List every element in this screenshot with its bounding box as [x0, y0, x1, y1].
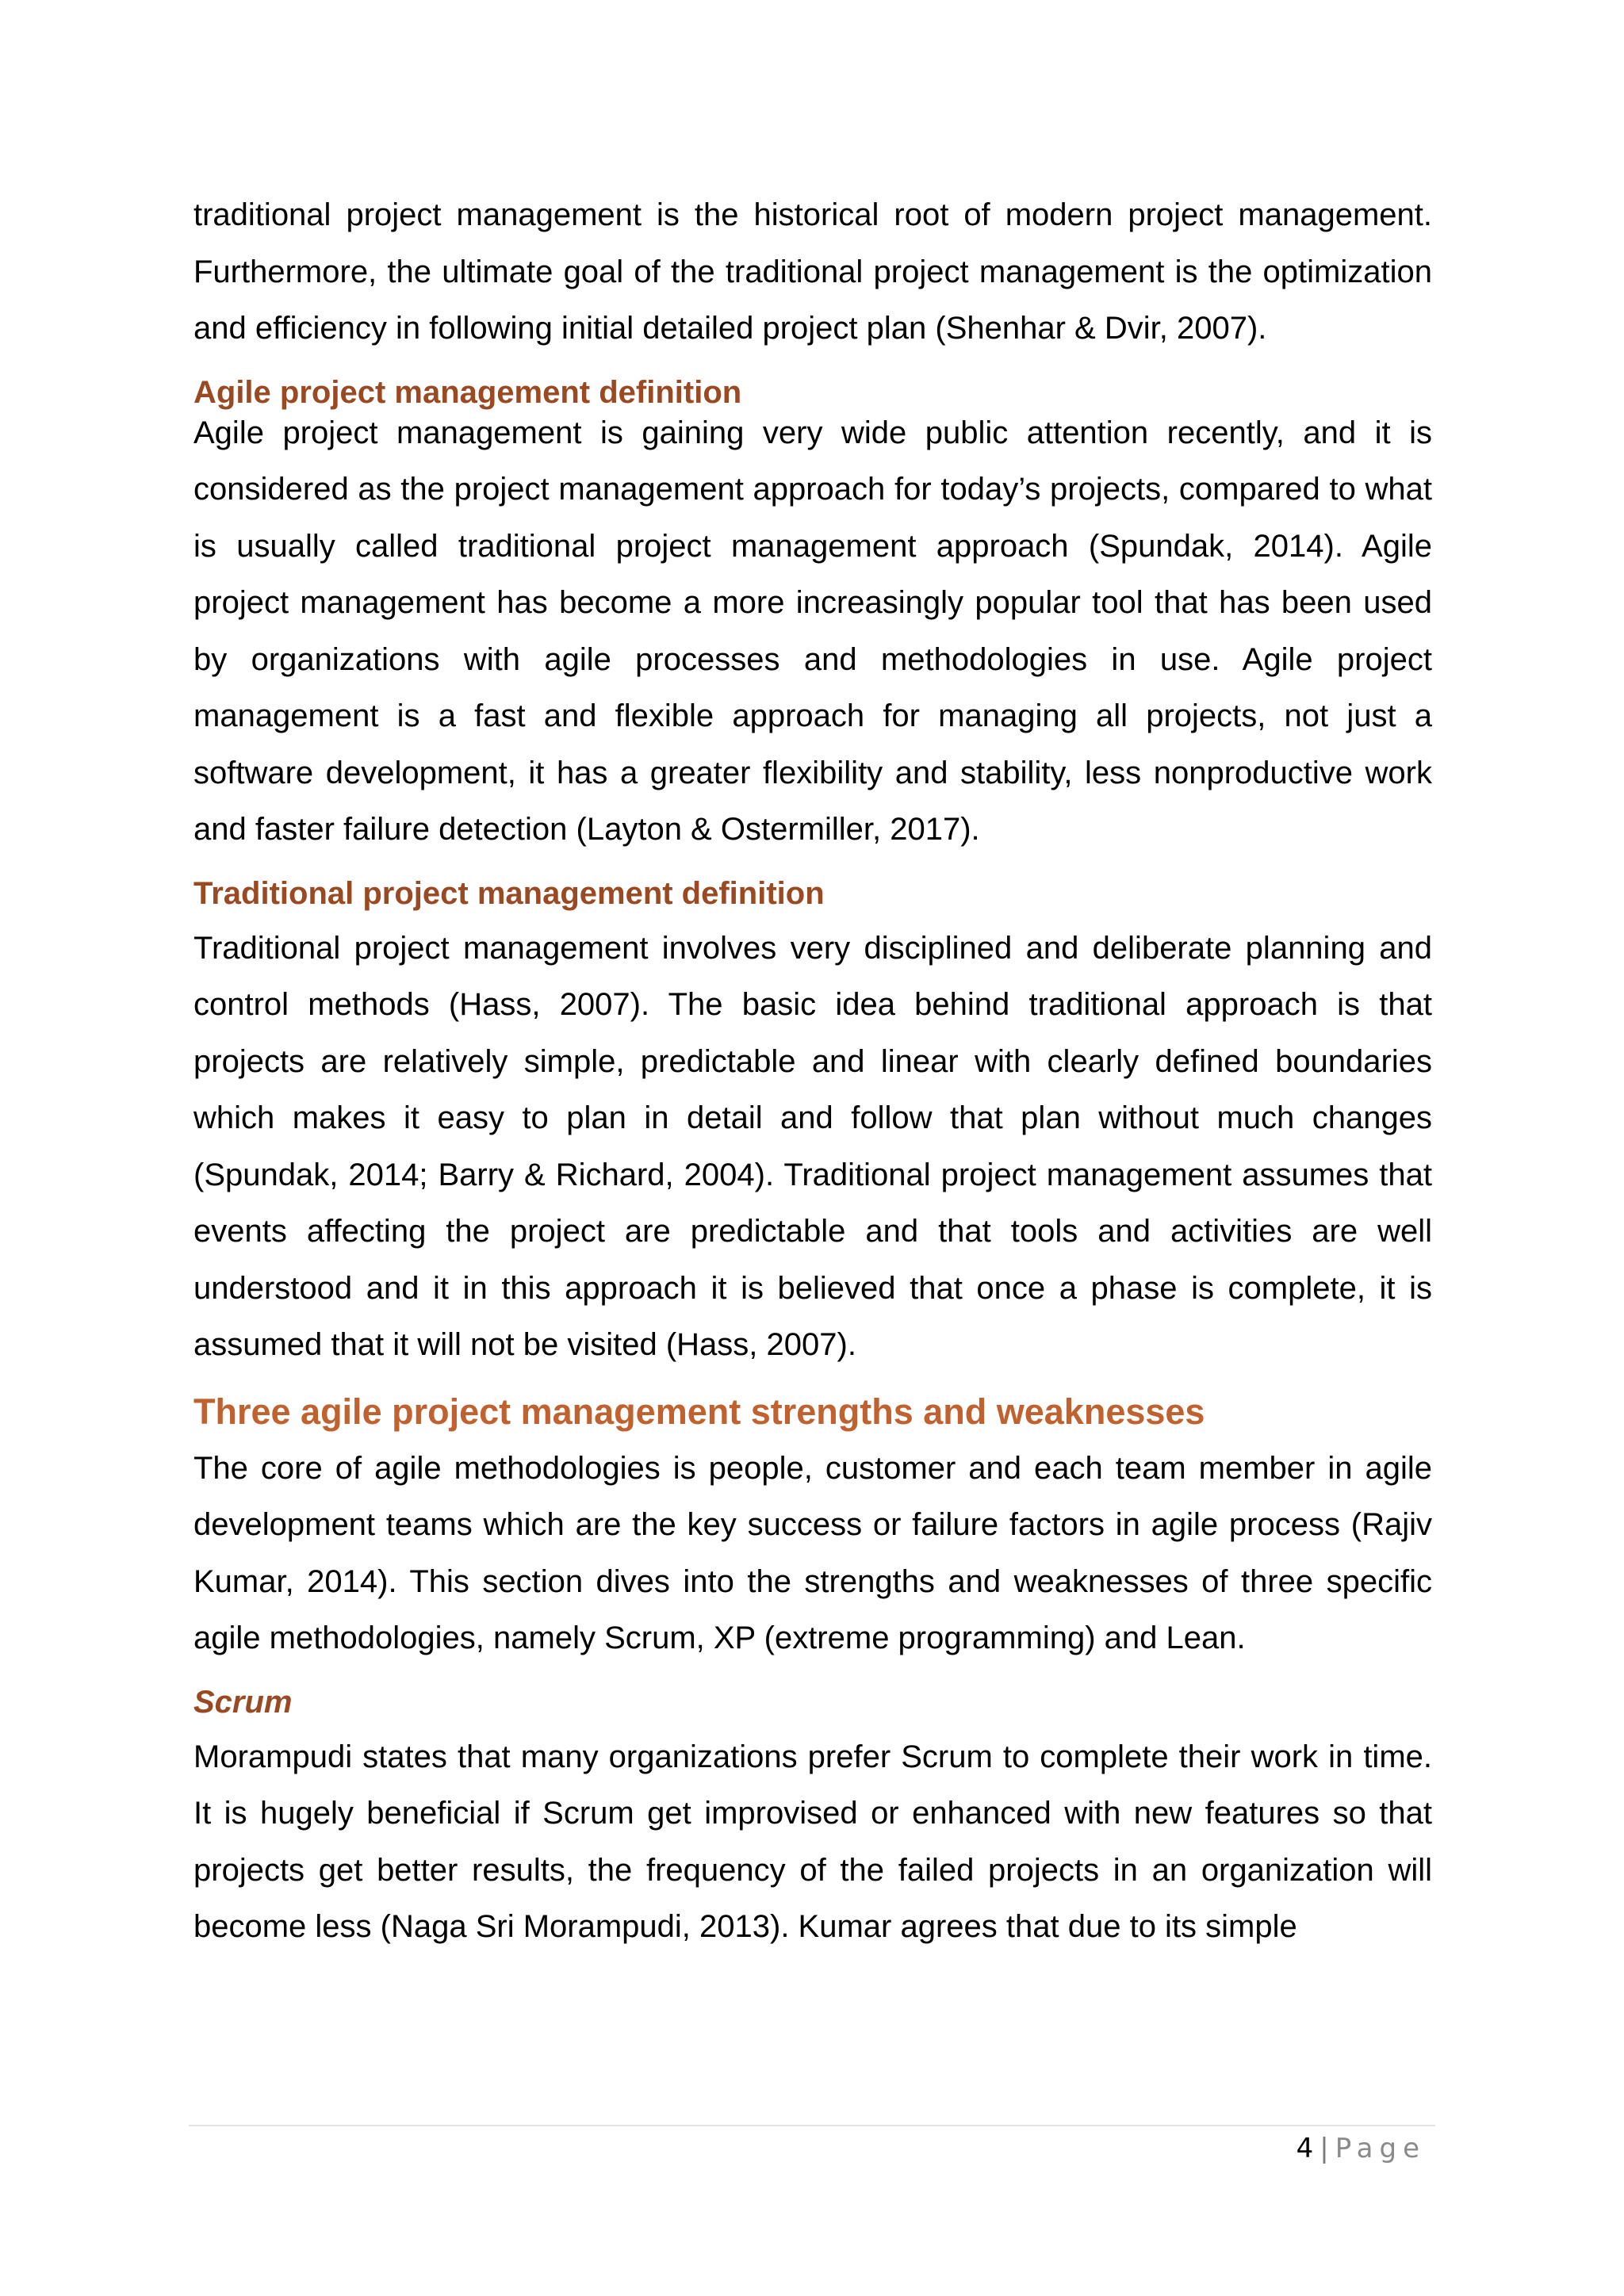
agile-definition-paragraph: Agile project management is gaining very wide public attention recently, and it is considered as the project management approach for today’s projects, compared to what is usually called traditional project management approach (Spundak, 2014). Agile project management has become a more increasingly popular tool that has been used by organizations with agile processes and methodologies in use. Agile project management is a fast and flexible approach for managing all projects, not just a software development, it has a greater flexibility and stability, less nonproductive work and faster failure detection (Layton & Ostermiller, 2017).	[193, 415, 1432, 847]
footer-divider	[189, 2125, 1435, 2126]
heading-strengths-weaknesses: Three agile project management strengths and weaknesses	[193, 1391, 1205, 1432]
page-content	[193, 187, 1432, 1956]
strengths-weaknesses-paragraph: The core of agile methodologies is people, customer and each team member in agile development teams which are the key success or failure factors in agile process (Rajiv Kumar, 2014). This section dives into the strengths and weaknesses of three specific agile methodologies, namely Scrum, XP (extreme programming) and Lean.	[193, 1450, 1432, 1655]
scrum-paragraph: Morampudi states that many organizations prefer Scrum to complete their work in time. It is hugely beneficial if Scrum get improvised or enhanced with new features so that projects get better results, the frequency of the failed projects in an organization will become less (Naga Sri Morampudi, 2013). Kumar agrees that due to its simple	[193, 1739, 1432, 1944]
heading-scrum: Scrum	[193, 1684, 293, 1720]
traditional-definition-paragraph: Traditional project management involves very disciplined and deliberate planning and control methods (Hass, 2007). The basic idea behind traditional approach is that projects are relatively simple, predictable and linear with clearly defined boundaries which makes it easy to plan in detail and follow that plan without much changes (Spundak, 2014; Barry & Richard, 2004). Traditional project management assumes that events affecting the project are predictable and that tools and activities are well understood and it in this approach it is believed that once a phase is complete, it is assumed that it will not be visited (Hass, 2007).	[193, 930, 1432, 1362]
page-label: Page	[1335, 2133, 1426, 2164]
page-footer	[1297, 2131, 1426, 2166]
heading-agile-definition: Agile project management definition	[193, 374, 742, 410]
intro-paragraph: traditional project management is the historical root of modern project management. Furthermore, the ultimate goal of the traditional project management is the optimization and efficiency in following initial detailed project plan (Shenhar & Dvir, 2007).	[193, 197, 1432, 346]
page-number: 4	[1296, 2133, 1314, 2164]
heading-traditional-definition: Traditional project management definition	[193, 875, 825, 911]
footer-separator: |	[1320, 2133, 1329, 2164]
